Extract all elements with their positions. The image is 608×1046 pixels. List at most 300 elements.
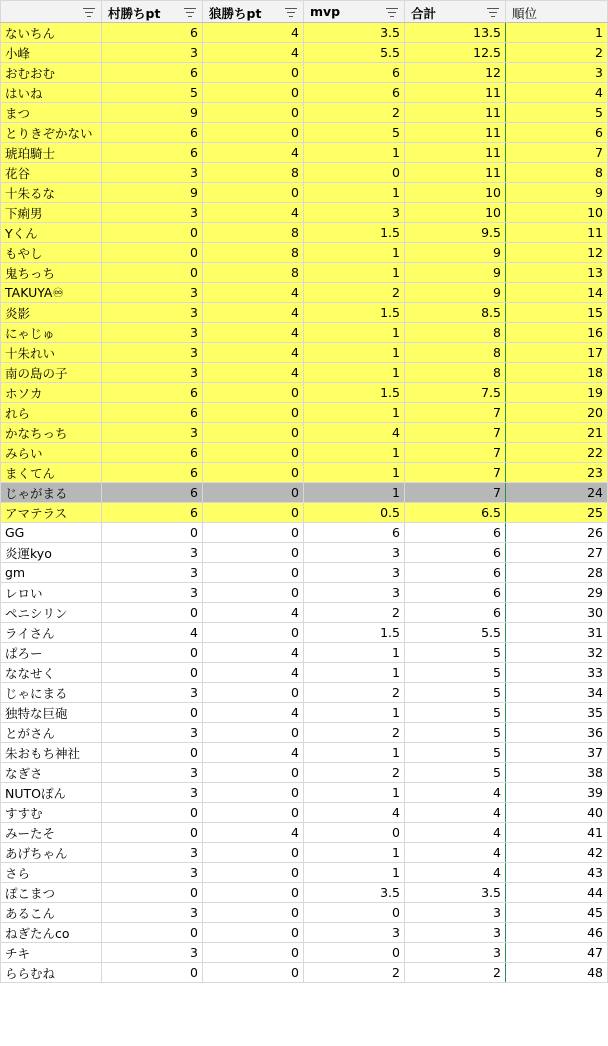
cell-mvp[interactable]: 1 — [304, 443, 405, 463]
cell-village-pt[interactable]: 6 — [102, 503, 203, 523]
cell-name[interactable]: 十朱れい — [1, 343, 102, 363]
cell-name[interactable]: とりきぞかない — [1, 123, 102, 143]
cell-total[interactable]: 5 — [405, 763, 506, 783]
cell-wolf-pt[interactable]: 0 — [203, 883, 304, 903]
cell-wolf-pt[interactable]: 4 — [203, 363, 304, 383]
cell-village-pt[interactable]: 0 — [102, 823, 203, 843]
cell-village-pt[interactable]: 6 — [102, 23, 203, 43]
cell-village-pt[interactable]: 6 — [102, 383, 203, 403]
cell-rank[interactable]: 19 — [506, 383, 608, 403]
cell-village-pt[interactable]: 4 — [102, 623, 203, 643]
cell-mvp[interactable]: 1 — [304, 483, 405, 503]
cell-village-pt[interactable]: 6 — [102, 123, 203, 143]
cell-mvp[interactable]: 4 — [304, 423, 405, 443]
cell-village-pt[interactable]: 3 — [102, 43, 203, 63]
cell-total[interactable]: 5 — [405, 703, 506, 723]
cell-mvp[interactable]: 2 — [304, 283, 405, 303]
cell-wolf-pt[interactable]: 4 — [203, 603, 304, 623]
cell-rank[interactable]: 4 — [506, 83, 608, 103]
cell-wolf-pt[interactable]: 0 — [203, 583, 304, 603]
cell-name[interactable]: ららむね — [1, 963, 102, 983]
header-wolf-pt[interactable] — [203, 1, 304, 23]
cell-wolf-pt[interactable]: 0 — [203, 123, 304, 143]
cell-village-pt[interactable]: 3 — [102, 303, 203, 323]
cell-rank[interactable]: 9 — [506, 183, 608, 203]
cell-name[interactable]: 南の島の子 — [1, 363, 102, 383]
cell-wolf-pt[interactable]: 0 — [203, 963, 304, 983]
cell-total[interactable]: 4 — [405, 843, 506, 863]
cell-name[interactable]: あげちゃん — [1, 843, 102, 863]
cell-rank[interactable]: 12 — [506, 243, 608, 263]
cell-total[interactable]: 13.5 — [405, 23, 506, 43]
cell-village-pt[interactable]: 3 — [102, 683, 203, 703]
cell-name[interactable]: 炎運kyo — [1, 543, 102, 563]
cell-total[interactable]: 8 — [405, 323, 506, 343]
cell-village-pt[interactable]: 6 — [102, 483, 203, 503]
cell-name[interactable]: おむおむ — [1, 63, 102, 83]
filter-icon[interactable] — [386, 6, 398, 18]
cell-mvp[interactable]: 1 — [304, 463, 405, 483]
cell-name[interactable]: 十朱るな — [1, 183, 102, 203]
cell-village-pt[interactable]: 0 — [102, 263, 203, 283]
header-rank[interactable] — [506, 1, 608, 23]
cell-wolf-pt[interactable]: 0 — [203, 443, 304, 463]
cell-wolf-pt[interactable]: 0 — [203, 563, 304, 583]
cell-name[interactable]: すすむ — [1, 803, 102, 823]
cell-mvp[interactable]: 1 — [304, 643, 405, 663]
cell-village-pt[interactable]: 0 — [102, 883, 203, 903]
cell-rank[interactable]: 28 — [506, 563, 608, 583]
cell-mvp[interactable]: 2 — [304, 963, 405, 983]
cell-village-pt[interactable]: 3 — [102, 943, 203, 963]
cell-wolf-pt[interactable]: 8 — [203, 163, 304, 183]
cell-rank[interactable]: 17 — [506, 343, 608, 363]
cell-name[interactable]: ペニシリン — [1, 603, 102, 623]
cell-rank[interactable]: 14 — [506, 283, 608, 303]
cell-mvp[interactable]: 1 — [304, 743, 405, 763]
cell-name[interactable]: さら — [1, 863, 102, 883]
cell-wolf-pt[interactable]: 4 — [203, 203, 304, 223]
cell-rank[interactable]: 10 — [506, 203, 608, 223]
cell-rank[interactable]: 36 — [506, 723, 608, 743]
cell-wolf-pt[interactable]: 4 — [203, 343, 304, 363]
cell-rank[interactable]: 13 — [506, 263, 608, 283]
cell-rank[interactable]: 6 — [506, 123, 608, 143]
cell-rank[interactable]: 18 — [506, 363, 608, 383]
cell-name[interactable]: じゃにまる — [1, 683, 102, 703]
cell-total[interactable]: 7.5 — [405, 383, 506, 403]
cell-rank[interactable]: 35 — [506, 703, 608, 723]
cell-mvp[interactable]: 5.5 — [304, 43, 405, 63]
cell-rank[interactable]: 37 — [506, 743, 608, 763]
header-name[interactable] — [1, 1, 102, 23]
cell-total[interactable]: 6 — [405, 543, 506, 563]
cell-name[interactable]: レロい — [1, 583, 102, 603]
cell-total[interactable]: 4 — [405, 823, 506, 843]
cell-total[interactable]: 11 — [405, 103, 506, 123]
cell-rank[interactable]: 43 — [506, 863, 608, 883]
cell-name[interactable]: 琥珀騎士 — [1, 143, 102, 163]
cell-mvp[interactable]: 2 — [304, 723, 405, 743]
cell-mvp[interactable]: 3 — [304, 923, 405, 943]
cell-total[interactable]: 6 — [405, 523, 506, 543]
cell-total[interactable]: 9.5 — [405, 223, 506, 243]
cell-village-pt[interactable]: 3 — [102, 363, 203, 383]
cell-total[interactable]: 5 — [405, 723, 506, 743]
cell-wolf-pt[interactable]: 0 — [203, 403, 304, 423]
cell-mvp[interactable]: 1 — [304, 143, 405, 163]
cell-total[interactable]: 3 — [405, 903, 506, 923]
cell-total[interactable]: 5 — [405, 643, 506, 663]
cell-name[interactable]: かなちっち — [1, 423, 102, 443]
cell-wolf-pt[interactable]: 0 — [203, 503, 304, 523]
cell-village-pt[interactable]: 6 — [102, 463, 203, 483]
cell-wolf-pt[interactable]: 4 — [203, 703, 304, 723]
cell-rank[interactable]: 3 — [506, 63, 608, 83]
header-total[interactable] — [405, 1, 506, 23]
cell-total[interactable]: 5 — [405, 743, 506, 763]
cell-village-pt[interactable]: 3 — [102, 863, 203, 883]
cell-mvp[interactable]: 0.5 — [304, 503, 405, 523]
cell-wolf-pt[interactable]: 0 — [203, 923, 304, 943]
cell-name[interactable]: まつ — [1, 103, 102, 123]
cell-name[interactable]: ねぎたんco — [1, 923, 102, 943]
cell-rank[interactable]: 29 — [506, 583, 608, 603]
cell-total[interactable]: 2 — [405, 963, 506, 983]
cell-mvp[interactable]: 2 — [304, 763, 405, 783]
cell-mvp[interactable]: 3 — [304, 543, 405, 563]
cell-mvp[interactable]: 3.5 — [304, 883, 405, 903]
cell-wolf-pt[interactable]: 4 — [203, 323, 304, 343]
cell-mvp[interactable]: 1 — [304, 703, 405, 723]
cell-mvp[interactable]: 0 — [304, 823, 405, 843]
cell-village-pt[interactable]: 6 — [102, 443, 203, 463]
cell-wolf-pt[interactable]: 4 — [203, 823, 304, 843]
cell-village-pt[interactable]: 3 — [102, 423, 203, 443]
cell-wolf-pt[interactable]: 4 — [203, 663, 304, 683]
cell-mvp[interactable]: 2 — [304, 603, 405, 623]
cell-rank[interactable]: 15 — [506, 303, 608, 323]
cell-rank[interactable]: 44 — [506, 883, 608, 903]
cell-name[interactable]: ホソカ — [1, 383, 102, 403]
cell-total[interactable]: 8.5 — [405, 303, 506, 323]
cell-total[interactable]: 10 — [405, 183, 506, 203]
cell-mvp[interactable]: 0 — [304, 903, 405, 923]
cell-village-pt[interactable]: 0 — [102, 643, 203, 663]
cell-total[interactable]: 7 — [405, 463, 506, 483]
filter-icon[interactable] — [83, 6, 95, 18]
cell-total[interactable]: 4 — [405, 783, 506, 803]
cell-total[interactable]: 8 — [405, 363, 506, 383]
cell-mvp[interactable]: 0 — [304, 163, 405, 183]
cell-wolf-pt[interactable]: 4 — [203, 43, 304, 63]
cell-wolf-pt[interactable]: 0 — [203, 723, 304, 743]
cell-total[interactable]: 5.5 — [405, 623, 506, 643]
cell-name[interactable]: GG — [1, 523, 102, 543]
cell-wolf-pt[interactable]: 0 — [203, 383, 304, 403]
cell-name[interactable]: なぎさ — [1, 763, 102, 783]
cell-total[interactable]: 11 — [405, 83, 506, 103]
cell-total[interactable]: 6.5 — [405, 503, 506, 523]
cell-wolf-pt[interactable]: 0 — [203, 103, 304, 123]
cell-rank[interactable]: 22 — [506, 443, 608, 463]
cell-name[interactable]: にゃじゅ — [1, 323, 102, 343]
cell-rank[interactable]: 39 — [506, 783, 608, 803]
cell-rank[interactable]: 8 — [506, 163, 608, 183]
cell-rank[interactable]: 11 — [506, 223, 608, 243]
cell-village-pt[interactable]: 0 — [102, 803, 203, 823]
cell-name[interactable]: ないちん — [1, 23, 102, 43]
cell-mvp[interactable]: 1.5 — [304, 303, 405, 323]
cell-wolf-pt[interactable]: 0 — [203, 763, 304, 783]
cell-wolf-pt[interactable]: 4 — [203, 283, 304, 303]
cell-total[interactable]: 3 — [405, 923, 506, 943]
cell-name[interactable]: gm — [1, 563, 102, 583]
cell-total[interactable]: 7 — [405, 403, 506, 423]
cell-wolf-pt[interactable]: 0 — [203, 423, 304, 443]
cell-name[interactable]: 花谷 — [1, 163, 102, 183]
cell-total[interactable]: 9 — [405, 263, 506, 283]
cell-total[interactable]: 3 — [405, 943, 506, 963]
filter-icon[interactable] — [487, 6, 499, 18]
cell-wolf-pt[interactable]: 0 — [203, 903, 304, 923]
cell-village-pt[interactable]: 0 — [102, 923, 203, 943]
cell-mvp[interactable]: 2 — [304, 683, 405, 703]
cell-name[interactable]: はいね — [1, 83, 102, 103]
cell-mvp[interactable]: 1.5 — [304, 223, 405, 243]
cell-mvp[interactable]: 3 — [304, 583, 405, 603]
cell-mvp[interactable]: 6 — [304, 83, 405, 103]
cell-total[interactable]: 6 — [405, 583, 506, 603]
cell-village-pt[interactable]: 3 — [102, 343, 203, 363]
cell-village-pt[interactable]: 3 — [102, 543, 203, 563]
cell-village-pt[interactable]: 0 — [102, 243, 203, 263]
filter-icon[interactable] — [184, 6, 196, 18]
cell-rank[interactable]: 31 — [506, 623, 608, 643]
cell-wolf-pt[interactable]: 8 — [203, 263, 304, 283]
cell-total[interactable]: 8 — [405, 343, 506, 363]
header-mvp[interactable] — [304, 1, 405, 23]
cell-rank[interactable]: 42 — [506, 843, 608, 863]
cell-mvp[interactable]: 1 — [304, 403, 405, 423]
cell-name[interactable]: 独特な巨砲 — [1, 703, 102, 723]
cell-total[interactable]: 11 — [405, 163, 506, 183]
cell-name[interactable]: ライさん — [1, 623, 102, 643]
header-village-pt[interactable] — [102, 1, 203, 23]
cell-rank[interactable]: 21 — [506, 423, 608, 443]
cell-mvp[interactable]: 3 — [304, 563, 405, 583]
cell-wolf-pt[interactable]: 0 — [203, 863, 304, 883]
cell-name[interactable]: Yくん — [1, 223, 102, 243]
cell-rank[interactable]: 33 — [506, 663, 608, 683]
cell-rank[interactable]: 41 — [506, 823, 608, 843]
cell-name[interactable]: アマテラス — [1, 503, 102, 523]
cell-mvp[interactable]: 1 — [304, 783, 405, 803]
cell-name[interactable]: みーたそ — [1, 823, 102, 843]
cell-village-pt[interactable]: 3 — [102, 903, 203, 923]
cell-wolf-pt[interactable]: 0 — [203, 543, 304, 563]
cell-wolf-pt[interactable]: 0 — [203, 683, 304, 703]
cell-name[interactable]: チキ — [1, 943, 102, 963]
cell-rank[interactable]: 45 — [506, 903, 608, 923]
cell-wolf-pt[interactable]: 0 — [203, 623, 304, 643]
cell-village-pt[interactable]: 3 — [102, 203, 203, 223]
cell-mvp[interactable]: 1.5 — [304, 623, 405, 643]
cell-village-pt[interactable]: 3 — [102, 783, 203, 803]
cell-village-pt[interactable]: 0 — [102, 603, 203, 623]
cell-total[interactable]: 6 — [405, 563, 506, 583]
cell-total[interactable]: 5 — [405, 683, 506, 703]
cell-wolf-pt[interactable]: 0 — [203, 463, 304, 483]
cell-mvp[interactable]: 1 — [304, 183, 405, 203]
table-row — [1, 83, 608, 103]
cell-village-pt[interactable]: 6 — [102, 63, 203, 83]
cell-mvp[interactable]: 6 — [304, 523, 405, 543]
cell-wolf-pt[interactable]: 0 — [203, 183, 304, 203]
cell-wolf-pt[interactable]: 4 — [203, 303, 304, 323]
cell-name[interactable]: ななせく — [1, 663, 102, 683]
cell-name[interactable]: みらい — [1, 443, 102, 463]
cell-village-pt[interactable]: 0 — [102, 523, 203, 543]
cell-village-pt[interactable]: 0 — [102, 663, 203, 683]
cell-rank[interactable]: 2 — [506, 43, 608, 63]
cell-total[interactable]: 9 — [405, 243, 506, 263]
cell-village-pt[interactable]: 3 — [102, 163, 203, 183]
cell-total[interactable]: 9 — [405, 283, 506, 303]
cell-village-pt[interactable]: 6 — [102, 403, 203, 423]
cell-mvp[interactable]: 3.5 — [304, 23, 405, 43]
cell-total[interactable]: 12 — [405, 63, 506, 83]
cell-village-pt[interactable]: 3 — [102, 563, 203, 583]
cell-mvp[interactable]: 6 — [304, 63, 405, 83]
cell-wolf-pt[interactable]: 0 — [203, 63, 304, 83]
cell-mvp[interactable]: 4 — [304, 803, 405, 823]
cell-wolf-pt[interactable]: 0 — [203, 783, 304, 803]
cell-mvp[interactable]: 1 — [304, 863, 405, 883]
cell-total[interactable]: 4 — [405, 803, 506, 823]
cell-rank[interactable]: 20 — [506, 403, 608, 423]
cell-name[interactable]: ぱろー — [1, 643, 102, 663]
cell-total[interactable]: 10 — [405, 203, 506, 223]
filter-icon[interactable] — [285, 6, 297, 18]
cell-mvp[interactable]: 1 — [304, 363, 405, 383]
cell-mvp[interactable]: 1 — [304, 263, 405, 283]
cell-name[interactable]: れら — [1, 403, 102, 423]
cell-wolf-pt[interactable]: 8 — [203, 223, 304, 243]
cell-name[interactable]: あるこん — [1, 903, 102, 923]
cell-village-pt[interactable]: 9 — [102, 103, 203, 123]
cell-wolf-pt[interactable]: 0 — [203, 523, 304, 543]
cell-village-pt[interactable]: 0 — [102, 703, 203, 723]
cell-rank[interactable]: 16 — [506, 323, 608, 343]
cell-wolf-pt[interactable]: 0 — [203, 83, 304, 103]
cell-mvp[interactable]: 1.5 — [304, 383, 405, 403]
cell-wolf-pt[interactable]: 0 — [203, 843, 304, 863]
cell-village-pt[interactable]: 6 — [102, 143, 203, 163]
cell-rank[interactable]: 30 — [506, 603, 608, 623]
cell-wolf-pt[interactable]: 0 — [203, 943, 304, 963]
cell-name[interactable]: 下痢男 — [1, 203, 102, 223]
cell-wolf-pt[interactable]: 0 — [203, 803, 304, 823]
cell-name[interactable]: 小峰 — [1, 43, 102, 63]
cell-village-pt[interactable]: 3 — [102, 323, 203, 343]
cell-mvp[interactable]: 1 — [304, 663, 405, 683]
cell-name[interactable]: じゃがまる — [1, 483, 102, 503]
cell-wolf-pt[interactable]: 4 — [203, 643, 304, 663]
cell-name[interactable]: 炎影 — [1, 303, 102, 323]
cell-mvp[interactable]: 2 — [304, 103, 405, 123]
cell-wolf-pt[interactable]: 0 — [203, 483, 304, 503]
cell-total[interactable]: 7 — [405, 423, 506, 443]
cell-mvp[interactable]: 0 — [304, 943, 405, 963]
cell-village-pt[interactable]: 9 — [102, 183, 203, 203]
cell-total[interactable]: 12.5 — [405, 43, 506, 63]
cell-wolf-pt[interactable]: 4 — [203, 743, 304, 763]
cell-village-pt[interactable]: 3 — [102, 583, 203, 603]
cell-mvp[interactable]: 3 — [304, 203, 405, 223]
cell-village-pt[interactable]: 0 — [102, 743, 203, 763]
cell-rank[interactable]: 32 — [506, 643, 608, 663]
cell-village-pt[interactable]: 3 — [102, 283, 203, 303]
cell-rank[interactable]: 48 — [506, 963, 608, 983]
cell-mvp[interactable]: 1 — [304, 243, 405, 263]
cell-total[interactable]: 4 — [405, 863, 506, 883]
cell-name[interactable]: NUTOぽん — [1, 783, 102, 803]
cell-total[interactable]: 11 — [405, 123, 506, 143]
cell-village-pt[interactable]: 3 — [102, 763, 203, 783]
cell-village-pt[interactable]: 3 — [102, 723, 203, 743]
cell-village-pt[interactable]: 5 — [102, 83, 203, 103]
cell-name[interactable]: とがさん — [1, 723, 102, 743]
cell-name[interactable]: ぽこまつ — [1, 883, 102, 903]
cell-wolf-pt[interactable]: 4 — [203, 143, 304, 163]
cell-village-pt[interactable]: 0 — [102, 223, 203, 243]
cell-name[interactable]: 鬼ちっち — [1, 263, 102, 283]
cell-total[interactable]: 3.5 — [405, 883, 506, 903]
cell-rank[interactable]: 34 — [506, 683, 608, 703]
cell-rank[interactable]: 26 — [506, 523, 608, 543]
cell-village-pt[interactable]: 3 — [102, 843, 203, 863]
cell-rank[interactable]: 46 — [506, 923, 608, 943]
cell-name[interactable]: もやし — [1, 243, 102, 263]
cell-rank[interactable]: 1 — [506, 23, 608, 43]
cell-rank[interactable]: 23 — [506, 463, 608, 483]
cell-wolf-pt[interactable]: 8 — [203, 243, 304, 263]
cell-mvp[interactable]: 5 — [304, 123, 405, 143]
cell-name[interactable]: 朱おもち神社 — [1, 743, 102, 763]
cell-name[interactable]: まくてん — [1, 463, 102, 483]
cell-rank[interactable]: 40 — [506, 803, 608, 823]
cell-total[interactable]: 6 — [405, 603, 506, 623]
cell-rank[interactable]: 27 — [506, 543, 608, 563]
cell-name[interactable]: TAKUYA♾ — [1, 283, 102, 303]
cell-total[interactable]: 7 — [405, 443, 506, 463]
cell-rank[interactable]: 47 — [506, 943, 608, 963]
cell-total[interactable]: 7 — [405, 483, 506, 503]
cell-rank[interactable]: 5 — [506, 103, 608, 123]
cell-mvp[interactable]: 1 — [304, 323, 405, 343]
cell-village-pt[interactable]: 0 — [102, 963, 203, 983]
cell-rank[interactable]: 24 — [506, 483, 608, 503]
cell-rank[interactable]: 25 — [506, 503, 608, 523]
cell-total[interactable]: 5 — [405, 663, 506, 683]
cell-wolf-pt[interactable]: 4 — [203, 23, 304, 43]
cell-total[interactable]: 11 — [405, 143, 506, 163]
cell-mvp[interactable]: 1 — [304, 843, 405, 863]
cell-mvp[interactable]: 1 — [304, 343, 405, 363]
cell-rank[interactable]: 38 — [506, 763, 608, 783]
cell-rank[interactable]: 7 — [506, 143, 608, 163]
